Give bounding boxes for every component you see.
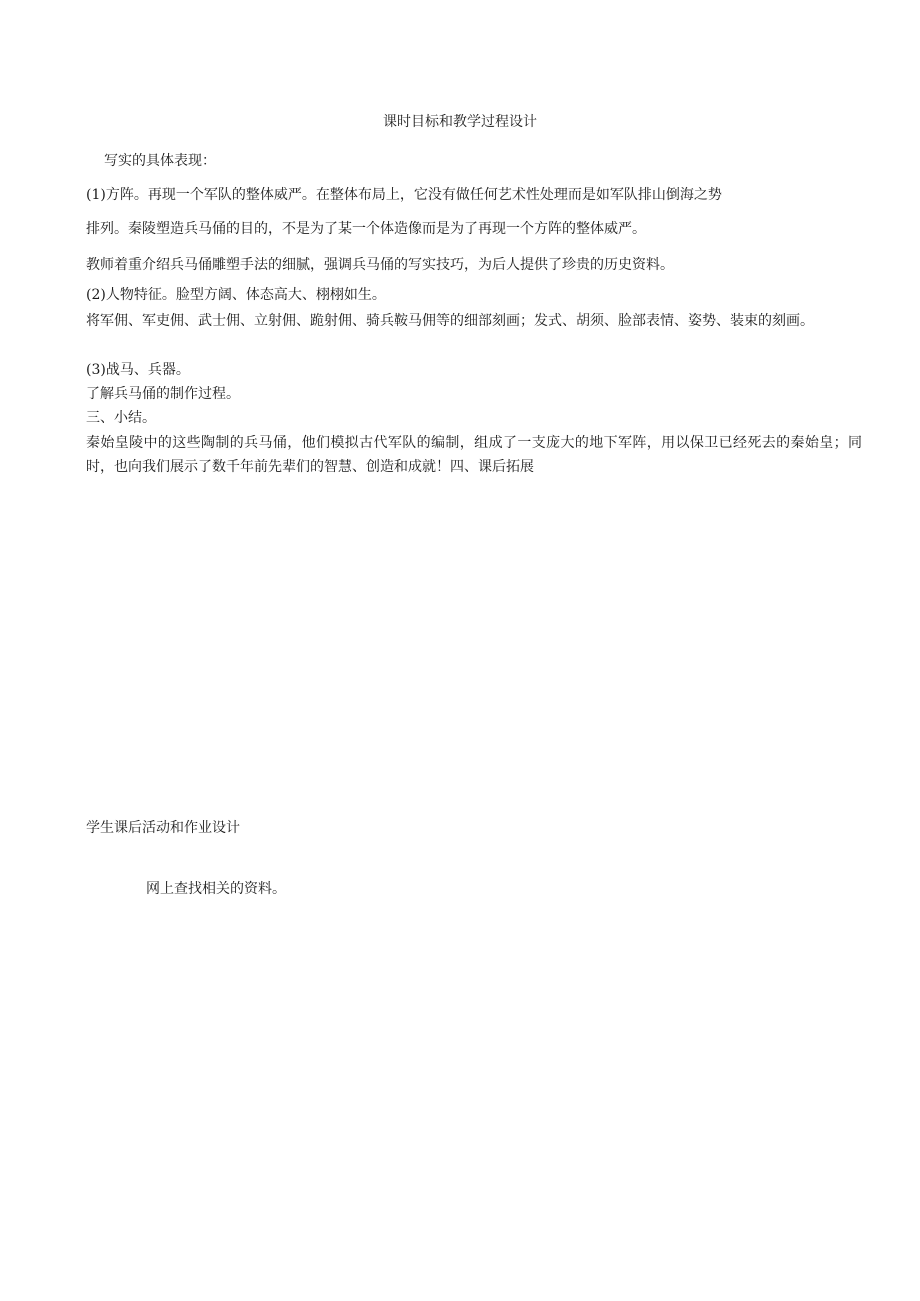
process-line: 了解兵马俑的制作过程。	[86, 386, 240, 402]
homework-heading: 学生课后活动和作业设计	[86, 820, 240, 836]
point2-title: (2)人物特征。脸型方阔、体态高大、栩栩如生。	[86, 287, 386, 303]
point1-line2: 排列。秦陵塑造兵马俑的目的，不是为了某一个体造像而是为了再现一个方阵的整体威严。	[86, 221, 646, 237]
page-title: 课时目标和教学过程设计	[383, 114, 537, 130]
summary-heading: 三、小结。	[86, 410, 156, 426]
point1-line1: (1)方阵。再现一个军队的整体威严。在整体布局上，它没有做任何艺术性处理而是如军队排山倒海之势	[86, 187, 722, 203]
homework-task: 网上查找相关的资料。	[146, 881, 286, 897]
summary-text: 秦始皇陵中的这些陶制的兵马俑，他们模拟古代军队的编制，组成了一支庞大的地下军阵，用以保卫已经死去的秦始皇；同时，也向我们展示了数千年前先辈们的智慧、创造和成就！四、课后拓展	[86, 435, 862, 475]
teacher-note: 教师着重介绍兵马俑雕塑手法的细腻，强调兵马俑的写实技巧，为后人提供了珍贵的历史资料。	[86, 257, 674, 273]
point2-detail: 将军佣、军吏佣、武士佣、立射佣、跪射佣、骑兵鞍马佣等的细部刻画；发式、胡须、脸部表情、姿势、装束的刻画。	[86, 313, 814, 329]
point3-title: (3)战马、兵器。	[86, 362, 190, 378]
realism-heading: 写实的具体表现：	[104, 153, 216, 169]
